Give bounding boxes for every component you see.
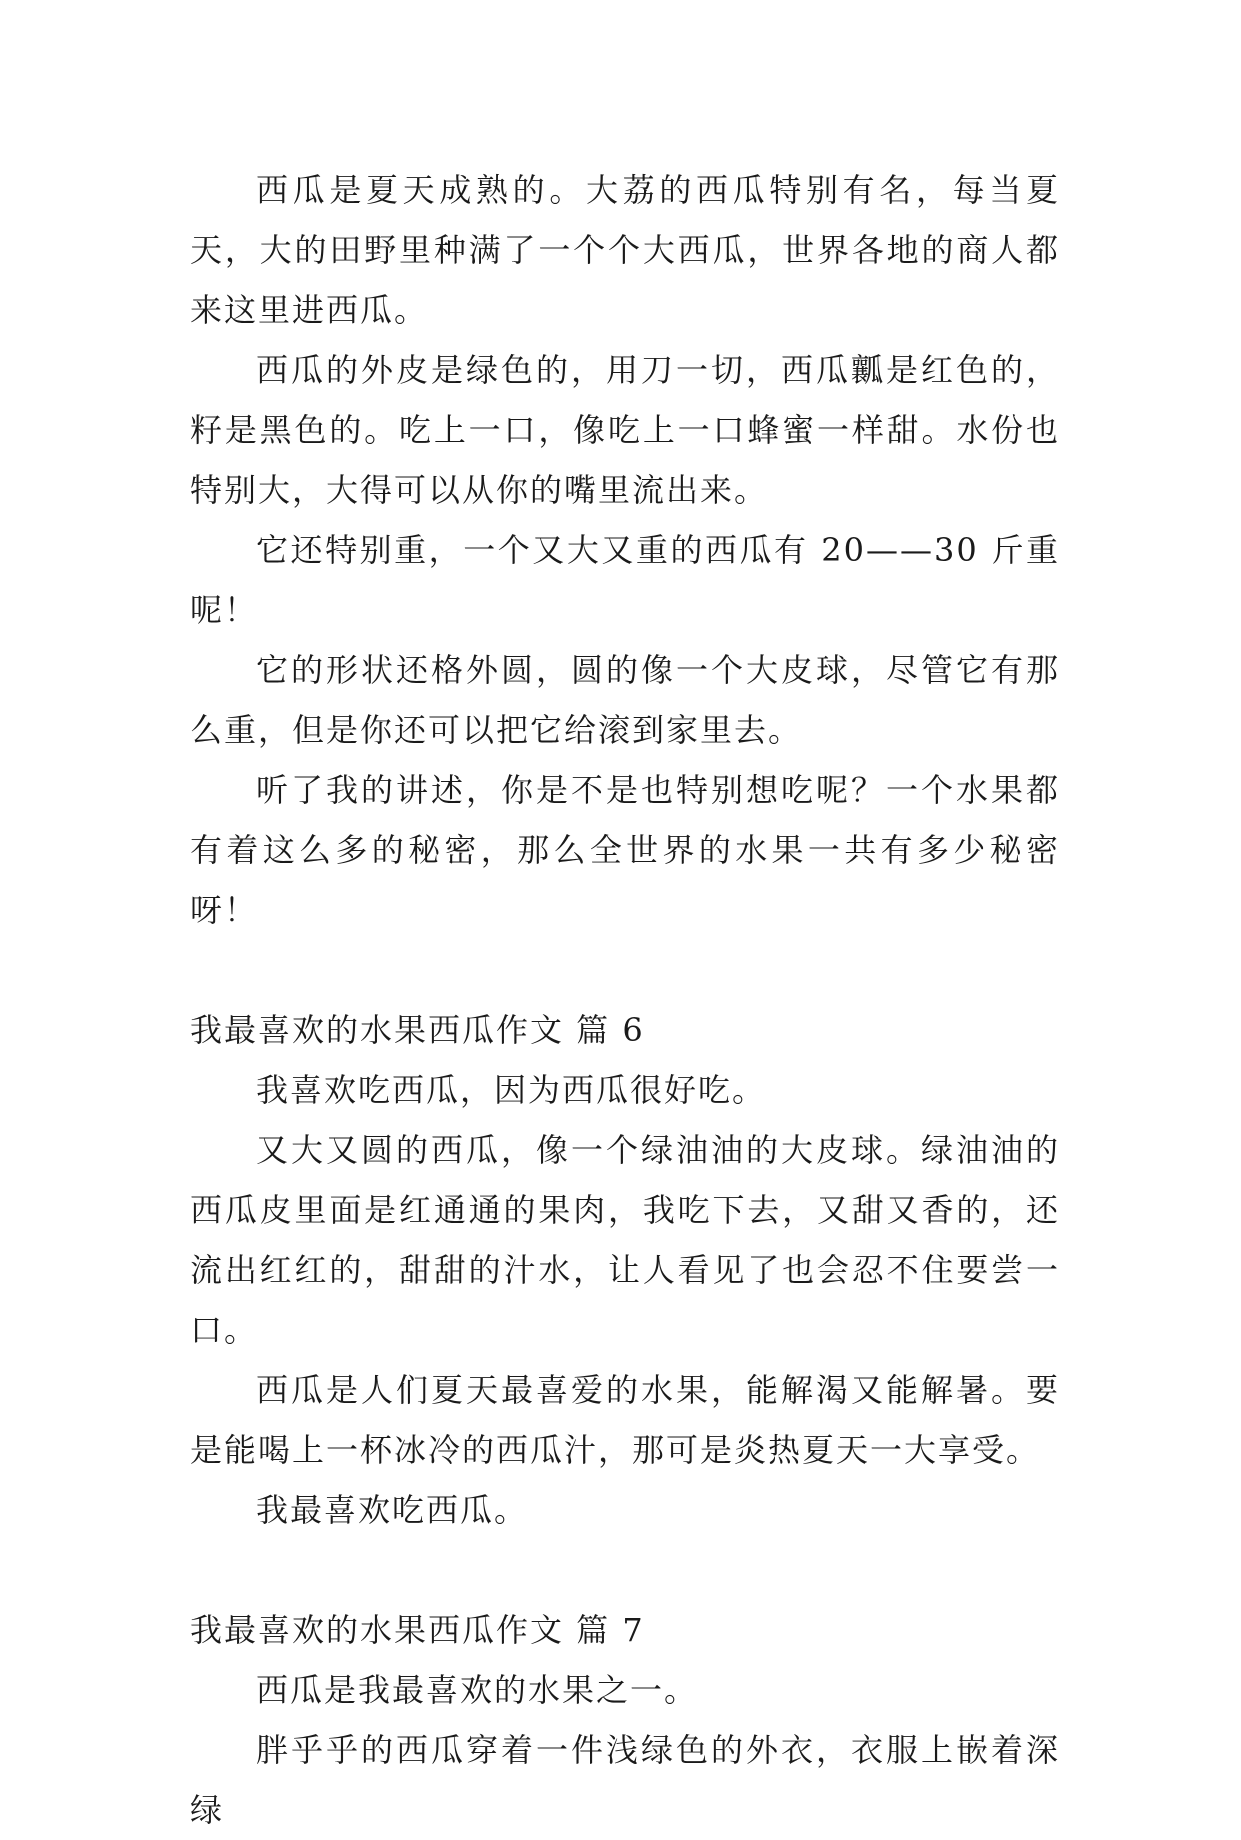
paragraph: 西瓜是我最喜欢的水果之一。 [256,1671,699,1709]
paragraph: 西瓜的外皮是绿色的，用刀一切，西瓜瓤是红色的，籽是黑色的。吃上一口，像吃上一口蜂蜜一样甜。水份也特别大，大得可以从你的嘴里流出来。 [190,351,1060,509]
paragraph: 它的形状还格外圆，圆的像一个大皮球，尽管它有那么重，但是你还可以把它给滚到家里去。 [190,651,1060,749]
paragraph: 我最喜欢吃西瓜。 [256,1491,529,1529]
section-spacer [190,1540,1060,1600]
document-body [190,160,1060,1840]
paragraph: 胖乎乎的西瓜穿着一件浅绿色的外衣，衣服上嵌着深绿 [190,1731,1060,1829]
section-heading-6: 我最喜欢的水果西瓜作文 篇 6 [190,1011,645,1049]
paragraph: 听了我的讲述，你是不是也特别想吃呢？一个水果都有着这么多的秘密，那么全世界的水果一共有多少秘密呀！ [190,771,1060,929]
paragraph: 又大又圆的西瓜，像一个绿油油的大皮球。绿油油的西瓜皮里面是红通通的果肉，我吃下去，又甜又香的，还流出红红的，甜甜的汁水，让人看见了也会忍不住要尝一口。 [190,1131,1060,1349]
paragraph: 我喜欢吃西瓜，因为西瓜很好吃。 [256,1071,767,1109]
paragraph: 西瓜是人们夏天最喜爱的水果，能解渴又能解暑。要是能喝上一杯冰冷的西瓜汁，那可是炎热夏天一大享受。 [190,1371,1060,1469]
section-spacer [190,940,1060,1000]
section-heading-7: 我最喜欢的水果西瓜作文 篇 7 [190,1611,645,1649]
paragraph: 它还特别重，一个又大又重的西瓜有 20——30 斤重呢！ [190,531,1060,629]
paragraph: 西瓜是夏天成熟的。大荔的西瓜特别有名，每当夏天，大的田野里种满了一个个大西瓜，世界各地的商人都来这里进西瓜。 [190,171,1060,329]
